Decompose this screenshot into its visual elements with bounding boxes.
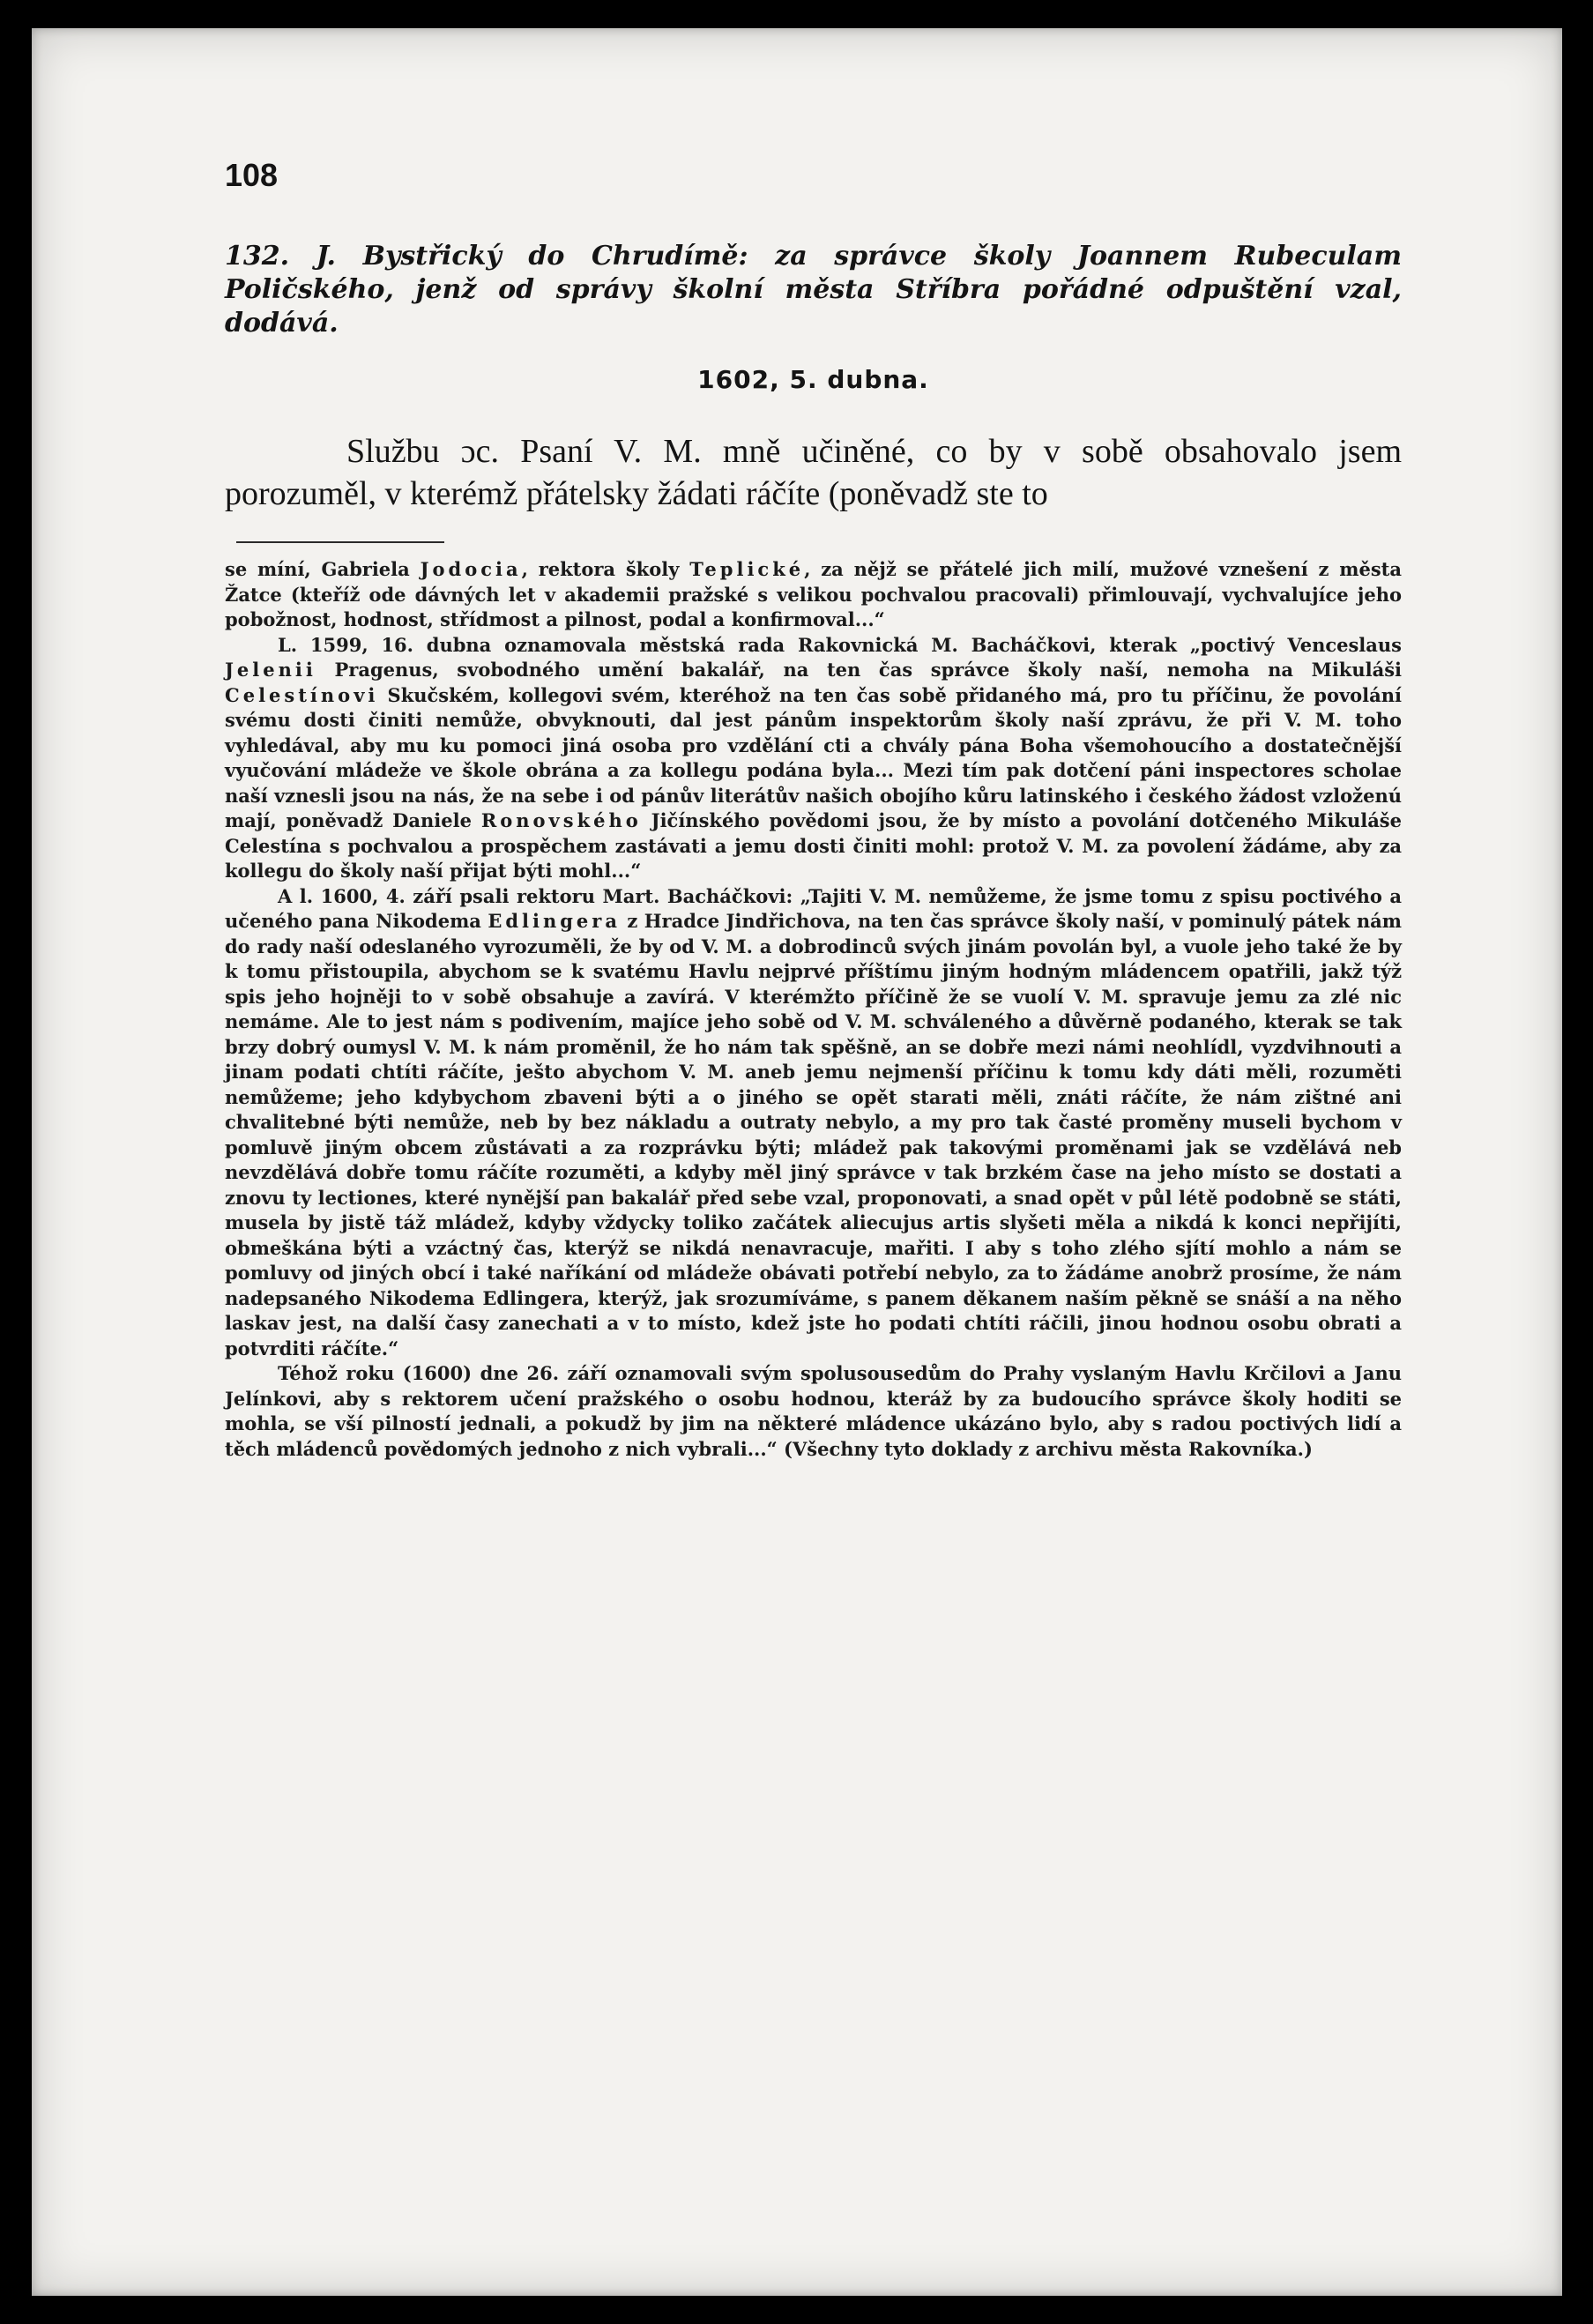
footnote-paragraph: Téhož roku (1600) dne 26. září oznamovali svým spolusousedům do Prahy vyslaným Havlu Krčilovi a Janu Jelínkovi, aby s rektorem učení pražského o osobu hodnou, kteráž by za budoucího správce školy hoditi se mohla, se vší pilností jednali, a pokudž by jim na některé mládence ukázáno bylo, aby s radou poctivých lidí a těch mládenců povědomých jednoho z nich vybrali...“ (Všechny tyto doklady z archivu města Rakovníka.)	[225, 1362, 1402, 1460]
footnote-paragraph: se míní, Gabriela Jodocia, rektora školy Teplické, za nějž se přátelé jich milí, mužové vznešení z města Žatce (kteříž ode dávných let v akademii pražské s velikou pochvalou pracovali) přimlouvají, vychvalujíce jeho pobožnost, hodnost, střídmost a pilnost, podal a konfirmoval...“	[225, 558, 1402, 630]
document-title: J. Bystřický do Chrudímě: za správce školy Joannem Rubeculam Poličského, jenž od správy školní města Stříbra pořádné odpuštění vzal, dodává.	[225, 241, 1402, 339]
footnote	[225, 557, 1402, 1462]
emphasized-name: Ronovského	[480, 809, 642, 831]
emphasized-name: Edlingera	[488, 910, 621, 932]
footnote-divider	[236, 541, 444, 543]
document-heading	[225, 240, 1402, 340]
letter-body: Službu ɔc. Psaní V. M. mně učiněné, co by v sobě obsahovalo jsem porozuměl, v kterémž přátelsky žádati ráčíte (poněvadž ste to	[225, 433, 1402, 512]
emphasized-name: Jodocia	[420, 558, 522, 580]
page-number: 108	[225, 157, 279, 193]
footnote-paragraph: L. 1599, 16. dubna oznamovala městská rada Rakovnická M. Bacháčkovi, kterak „poctivý Venceslaus Jelenii Pragenus, svobodného umění bakalář, na ten čas správce školy naší, nemoha na Mikuláši Celestínovi Skučském, kollegovi svém, kteréhož na ten čas sobě přidaného má, pro tu příčinu, že povolání svému dosti činiti nemůže, obvyknouti, dal jest pánům inspektorům školy naší zprávu, že při V. M. toho vyhledával, aby mu ku pomoci jiná osoba pro vzdělání cti a chvály pána Boha všemohoucího a dostatečnější vyučování mládeže ve škole obrána a za kollegu podána byla... Mezi tím pak dotčení páni inspectores scholae naší vznesli jsou na nás, že na sebe i od pánův literátův našich obojího kůru latinského i českého žádost vzloženú mají, poněvadž Daniele Ronovského Jičínského povědomi jsou, že by místo a povolání dotčeného Mikuláše Celestína s pochvalou a prospěchem zastávati a jemu dosti činiti mohl: protož V. M. za povolení žádáme, aby za kollegu do školy naší přijat býti mohl...“	[225, 633, 1402, 882]
emphasized-name: Teplické	[689, 558, 805, 580]
document-number: 132.	[225, 241, 290, 272]
footnote-paragraph: A l. 1600, 4. září psali rektoru Mart. Bacháčkovi: „Tajiti V. M. nemůžeme, že jsme tomu z spisu poctivého a učeného pana Nikodema Edlingera z Hradce Jindřichova, na ten čas správce školy naší, v pominulý pátek nám do rady naší odeslaného vyrozuměli, že by od V. M. a dobrodinců svých jinám povolán byl, a vuole jeho také že by k tomu přistoupila, abychom se k svatému Havlu nejprvé příštímu jiným hodným mládencem opatřili, jakž týž spis jeho hojněji to v sobě obsahuje a zavírá. V kterémžto příčině že se vuolí V. M. spravuje jemu za zlé nic nemáme. Ale to jest nám s podivením, majíce jeho sobě od V. M. schváleného a důvěrně podaného, kterak se tak brzy dobrý oumysl V. M. k nám proměnil, že ho nám tak spěšně, an se dobře mezi námi neohlídl, vyzdvihnouti a jinam podati chtíti ráčíte, ješto abychom V. M. aneb jemu nejmenší příčinu k tomu kdy dáti měli, rozuměti nemůžeme; jeho kdybychom zbaveni býti a o jiného se opět starati měli, znáti ráčíte, že nám zištné ani chvalitebné býti nemůže, neb by bez nákladu a outraty nebylo, a my pro tak časté proměny museli bychom v pomluvě jiným obcem zůstávati a za rozprávku býti; mládež pak takovými proměnami jak se vzdělává neb nevzdělává dobře tomu ráčíte rozuměti, a kdyby měl jiný správce v tak brzkém čase na jeho místo se dostati a znovu ty lectiones, které nynější pan bakalář před sebe vzal, proponovati, a snad opět v půl létě podobně se státi, musela by jistě táž mládež, kdyby vždycky toliko začátek aliecujus artis slyšeti měla a nikdá k konci nepřijíti, obmeškána býti a vzáctný čas, kterýž se nikdá nenavracuje, mařiti. I aby s toho zlého sjítí mohlo a nám se pomluvy od jiných obcí i také naříkání od mládeže obávati potřebí nebylo, za to žádáme anobrž prosíme, že nám nadepsaného Nikodema Edlingera, kterýž, jak srozumíváme, s panem děkanem naším pěkně se snáší a na něho laskav jest, na další časy zanechati a v to místo, kdež jste ho podati chtíti ráčili, jinou hodnou osobu obrati a potvrditi ráčíte.“	[225, 884, 1402, 1359]
document-date: 1602, 5. dubna.	[697, 365, 929, 394]
emphasized-name: Celestínovi	[225, 683, 379, 706]
emphasized-name: Jelenii	[225, 659, 316, 681]
